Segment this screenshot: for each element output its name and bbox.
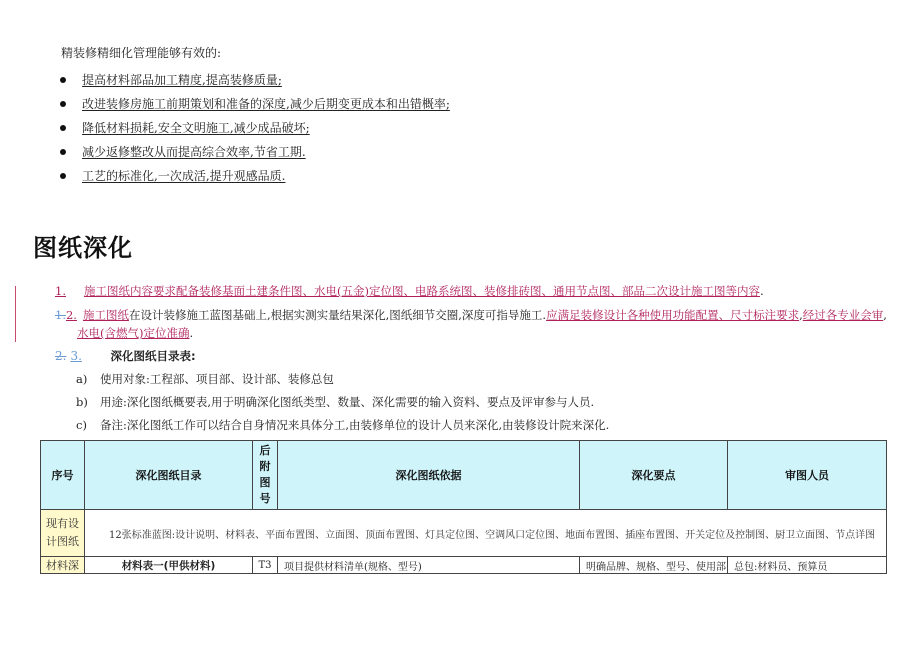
- cell-catalog: 材料表一(甲供材料): [85, 557, 253, 574]
- inserted-text: 应满足装修设计各种使用功能配置、尺寸标注要求: [546, 308, 800, 322]
- list-item: [76, 414, 609, 437]
- cell-points: 明确品牌、规格、型号、使用部: [580, 557, 728, 574]
- deleted-number: 1.: [55, 308, 66, 322]
- inserted-text: )定位图、电路系统图、装修排砖图、通用节点图、部品二次设计施工图等内容: [364, 284, 760, 298]
- list-item: [58, 164, 450, 188]
- benefit-list: [58, 68, 450, 188]
- row-description: 12张标准蓝图:设计说明、材料表、平面布置图、立面图、顶面布置图、灯具定位图、空调风口定位图、地面布置图、插座布置图、开关定位及控制图、厨卫立面图、节点详图: [85, 510, 887, 557]
- paragraph-2: [55, 306, 895, 342]
- inserted-text: 施工图纸: [82, 308, 129, 322]
- revision-change-bar: [15, 286, 16, 342]
- cell-reviewer: 总包:材料员、预算员: [728, 557, 887, 574]
- deleted-number: 2.: [55, 349, 67, 363]
- intro-text: 精装修精细化管理能够有效的:: [61, 46, 222, 60]
- inserted-text: 施工图纸内容要求配备装修基面土建条件图、水电(: [83, 284, 342, 298]
- list-item: [58, 68, 450, 92]
- section-heading: 图纸深化: [33, 234, 133, 262]
- cell-attached: T3: [253, 557, 278, 574]
- list-item-text: 工艺的标准化,一次成活,提升观感品质.: [82, 169, 286, 183]
- bullet-dot-icon: [60, 173, 66, 179]
- table-header-row: [41, 441, 887, 510]
- row-label-line: 现有设: [46, 517, 79, 530]
- header-char: 号: [259, 492, 271, 505]
- list-item: [58, 92, 450, 116]
- header-points: 深化要点: [580, 441, 728, 510]
- paragraph-3: [55, 348, 196, 364]
- inserted-number: 3.: [70, 349, 82, 363]
- list-item: [76, 391, 609, 414]
- cell-basis: 项目提供材料清单(规格、型号): [278, 557, 580, 574]
- list-item-text: 降低材料损耗,安全文明施工,减少成品破坏;: [82, 121, 310, 135]
- list-item: [58, 116, 450, 140]
- bullet-dot-icon: [60, 101, 66, 107]
- catalog-notes-list: [76, 368, 609, 437]
- paragraph-number: 1.: [55, 284, 66, 298]
- inserted-text: 水电(含燃气)定位准确: [77, 326, 190, 340]
- inserted-text: 五金: [341, 284, 365, 298]
- header-seq: 序号: [41, 441, 85, 510]
- item-text: 备注:深化图纸工作可以结合自身情况来具体分工,由装修单位的设计人员来深化,由装修设计院来深化.: [100, 418, 610, 432]
- inserted-text: 经过各专业会审: [802, 308, 884, 322]
- list-item-text: 改进装修房施工前期策划和准备的深度,减少后期变更成本和出错概率;: [82, 97, 450, 111]
- body-text: ,: [883, 308, 887, 322]
- header-basis: 深化图纸依据: [278, 441, 580, 510]
- row-label: 材料深: [41, 557, 85, 574]
- item-label: c): [76, 418, 87, 432]
- table-row: [41, 510, 887, 557]
- bullet-dot-icon: [60, 149, 66, 155]
- table-row: [41, 557, 887, 574]
- header-char: 附: [259, 460, 271, 473]
- header-attached-drawing-no: [253, 441, 278, 510]
- row-label-line: 计图纸: [46, 535, 79, 548]
- row-label: [41, 510, 85, 557]
- item-text: 用途:深化图纸概要表,用于明确深化图纸类型、数量、深化需要的输入资料、要点及评审参与人员.: [100, 395, 595, 409]
- subsection-title: 深化图纸目录表:: [110, 349, 196, 363]
- item-text: 使用对象:工程部、项目部、设计部、装修总包: [100, 372, 334, 386]
- punctuation: .: [759, 284, 764, 298]
- body-text: .: [189, 326, 194, 340]
- list-item-text: 减少返修整改从而提高综合效率,节省工期.: [82, 145, 306, 159]
- inserted-number: 2.: [65, 308, 77, 322]
- body-text: ,: [799, 308, 803, 322]
- list-item-text: 提高材料部品加工精度,提高装修质量;: [82, 73, 282, 87]
- item-label: b): [76, 395, 88, 409]
- paragraph-1: [55, 283, 764, 299]
- header-char: 后: [259, 444, 271, 457]
- item-label: a): [76, 372, 88, 386]
- bullet-dot-icon: [60, 125, 66, 131]
- list-item: [58, 140, 450, 164]
- header-catalog: 深化图纸目录: [85, 441, 253, 510]
- header-reviewer: 审图人员: [728, 441, 887, 510]
- drawing-catalog-table: [40, 440, 887, 574]
- bullet-dot-icon: [60, 77, 66, 83]
- body-text: 在设计装修施工蓝图基础上,根据实测实量结果深化,图纸细节交圈,深度可指导施工.: [128, 308, 547, 322]
- list-item: [76, 368, 609, 391]
- header-char: 图: [259, 476, 271, 489]
